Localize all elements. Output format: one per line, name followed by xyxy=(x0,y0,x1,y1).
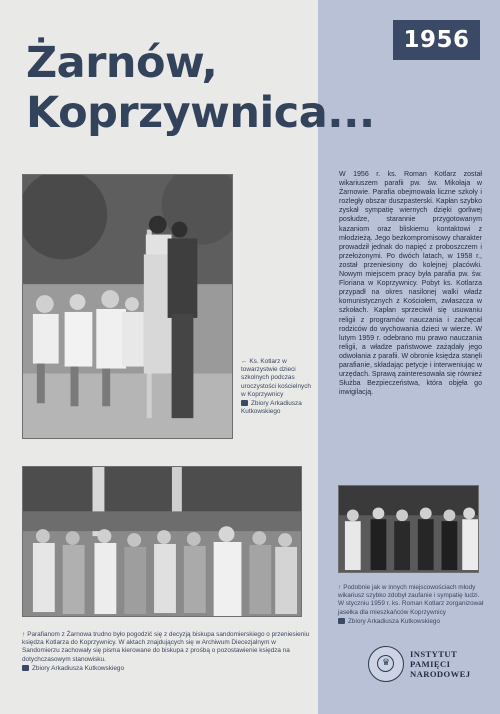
logo-line-2: PAMIĘCI xyxy=(410,659,451,669)
photo-parishioners xyxy=(22,466,302,617)
title-line-1: Żarnów, xyxy=(26,38,218,88)
ipn-logo-text xyxy=(410,649,490,679)
caption-source xyxy=(22,665,312,673)
caption-text: Ks. Kotlarz w towarzystwie dzieci szkolnych podczas uroczystości kościelnych w Koprzywnicy xyxy=(241,358,311,398)
photo-parishioners-image xyxy=(23,467,301,616)
page-title xyxy=(26,38,466,138)
ipn-seal-icon xyxy=(368,646,404,682)
logo-line-3: NARODOWEJ xyxy=(410,669,471,679)
main-body-text: W 1956 r. ks. Roman Kotlarz został wikariuszem parafii pw. św. Mikołaja w Żarnowie. Parafia obejmowała liczne szkoły i rozległy obszar duszpasterski. Kapłan szybko zyskał sympatię wiernych dzięki gorliwej posłudze, starannie przygotowanym kazaniom oraz bliskiemu kontaktowi z młodzieżą. Jego bezkompromisowy charakter prowadził jednak do napięć z proboszczem i przełożonymi. Po dwóch latach, w 1958 r., został przeniesiony do kolejnej placówki. Nowym miejscem pracy była parafia pw. św. Floriana w Koprzywnicy. Pobyt ks. Kotlarza przypadł na okres nasilonej walki władz komunistycznych z Kościołem, zwłaszcza w szkołach. Kapłan sprzeciwił się usuwaniu religii z programów nauczania i zachęcał rodziców do wychowania dzieci w wierze. W lutym 1959 r. odebrano mu prawo nauczania religii, a władze państwowe zażądały jego odwołania z parafii. W obronie księdza stanęli parafianie, składając petycje i interweniując w urzędach. Sprawą zainteresowała się również Służba Bezpieczeństwa, która objęła go inwigilacją. xyxy=(339,171,482,397)
caption-source xyxy=(241,400,315,416)
caption-source-text: Zbiory Arkadiusza Kutkowskiego xyxy=(241,400,302,416)
caption-photo-children xyxy=(241,358,315,416)
caption-text: Podobnie jak w innych miejscowościach młody wikariusz szybko zdobył zaufanie i sympatię ludzi. W styczniu 1959 r. ks. Roman Kotlarz zorganizował jasełka dla mieszkańców Koprzywnicy xyxy=(338,584,484,616)
up-arrow-icon: ↑ xyxy=(338,584,342,591)
up-arrow-icon: ↑ xyxy=(22,631,26,638)
camera-icon xyxy=(22,665,29,671)
caption-photo-parishioners xyxy=(22,631,312,673)
photo-altar-boys-image xyxy=(339,486,478,572)
photo-children-priest-image xyxy=(23,175,232,438)
photo-children-priest xyxy=(22,174,233,439)
logo-line-1: INSTYTUT xyxy=(410,649,458,659)
ipn-logo xyxy=(368,646,484,690)
camera-icon xyxy=(241,400,248,406)
title-line-2: Koprzywnica... xyxy=(26,88,375,138)
photo-altar-boys xyxy=(338,485,479,573)
year-badge: 1956 xyxy=(393,20,480,60)
caption-source xyxy=(338,618,486,626)
eagle-icon: ♛ xyxy=(382,657,391,667)
caption-source-text: Zbiory Arkadiusza Kutkowskiego xyxy=(348,617,440,625)
caption-text: Parafianom z Żarnowa trudno było pogodzić się z decyzją biskupa sandomierskiego o przeniesieniu księdza Kotlarza do Koprzywnicy. W aktach znajdujących się w Archiwum Diecezjalnym w Sandomierzu zachowały się pisma kierowane do biskupa z prośbą o pozostawienie księdza na dotychczasowym stanowisku. xyxy=(22,631,310,663)
left-arrow-icon: ← xyxy=(241,358,248,365)
camera-icon xyxy=(338,618,345,624)
caption-photo-altar-boys xyxy=(338,584,486,626)
caption-source-text: Zbiory Arkadiusza Kutkowskiego xyxy=(32,664,124,672)
